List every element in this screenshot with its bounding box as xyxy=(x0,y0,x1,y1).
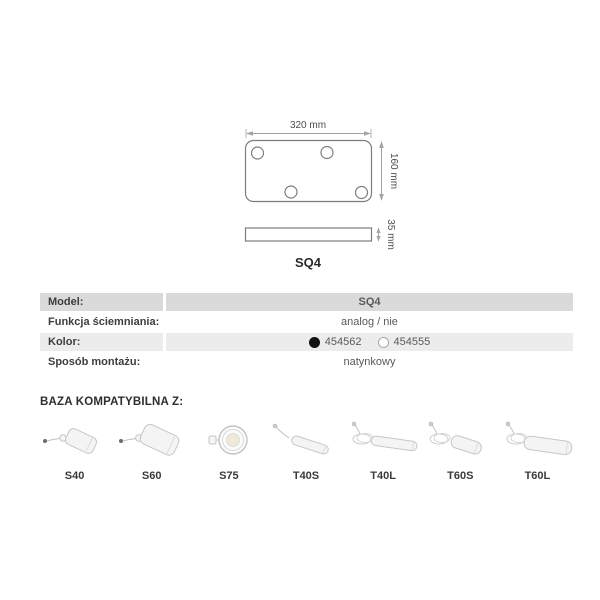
row-value: natynkowy xyxy=(166,353,573,371)
arrow-up-icon xyxy=(379,141,384,148)
dimension-width-label: 320 mm xyxy=(289,120,327,131)
row-label: Funkcja ściemniania: xyxy=(40,313,163,331)
product-name: T60L xyxy=(524,470,551,482)
table-row-model xyxy=(40,293,573,311)
plate-side-view xyxy=(246,228,372,241)
color-code[interactable]: 454555 xyxy=(393,336,431,348)
arrow-down-small-icon xyxy=(376,236,380,242)
product-t40s[interactable] xyxy=(267,419,344,482)
product-s40[interactable] xyxy=(36,419,113,482)
drawing-caption: SQ4 xyxy=(294,255,322,270)
plate-top-view xyxy=(246,141,372,202)
tube-thick-long-icon xyxy=(501,419,573,465)
product-name: T60S xyxy=(447,470,474,482)
product-s75[interactable] xyxy=(190,419,267,482)
tube-thin-short-icon xyxy=(270,419,342,465)
table-row-color xyxy=(40,333,573,351)
color-options xyxy=(167,336,572,348)
product-name: T40S xyxy=(292,470,320,482)
spec-table xyxy=(37,291,576,373)
model-value: SQ4 xyxy=(358,296,381,308)
arrow-down-icon xyxy=(379,194,384,201)
product-t60s[interactable] xyxy=(422,419,499,482)
tube-thick-short-icon xyxy=(424,419,496,465)
dimension-width-line xyxy=(246,129,371,138)
arrow-left-icon xyxy=(246,131,253,136)
compatible-products-row xyxy=(36,419,576,482)
arrow-right-icon xyxy=(364,131,371,136)
table-row-dimming xyxy=(40,313,573,331)
tube-thin-long-icon xyxy=(347,419,419,465)
product-name: T40L xyxy=(370,470,396,482)
product-t40l[interactable] xyxy=(345,419,422,482)
color-swatch-black[interactable] xyxy=(309,337,320,348)
row-value xyxy=(166,333,573,351)
row-label: Sposób montażu: xyxy=(40,353,163,371)
spotlight-large-icon xyxy=(116,419,188,465)
compatibility-heading: BAZA KOMPATYBILNA Z: xyxy=(40,396,184,408)
dimension-thickness-label: 35 mm xyxy=(385,219,396,250)
row-label: Kolor: xyxy=(40,333,163,351)
table-row-mounting xyxy=(40,353,573,371)
spotlight-front-icon xyxy=(193,419,265,465)
spotlight-small-icon xyxy=(39,419,111,465)
arrow-up-small-icon xyxy=(376,228,380,234)
dimension-height-label: 160 mm xyxy=(388,152,399,190)
product-s60[interactable] xyxy=(113,419,190,482)
color-swatch-white[interactable] xyxy=(378,337,389,348)
product-name: S40 xyxy=(64,470,85,482)
product-name: S75 xyxy=(219,470,239,482)
product-name: S60 xyxy=(141,470,162,482)
row-value: analog / nie xyxy=(166,313,573,331)
product-t60l[interactable] xyxy=(499,419,576,482)
mounting-holes xyxy=(252,147,368,199)
color-code[interactable]: 454562 xyxy=(324,336,362,348)
row-label: Model: xyxy=(40,293,163,311)
row-value xyxy=(166,293,573,311)
